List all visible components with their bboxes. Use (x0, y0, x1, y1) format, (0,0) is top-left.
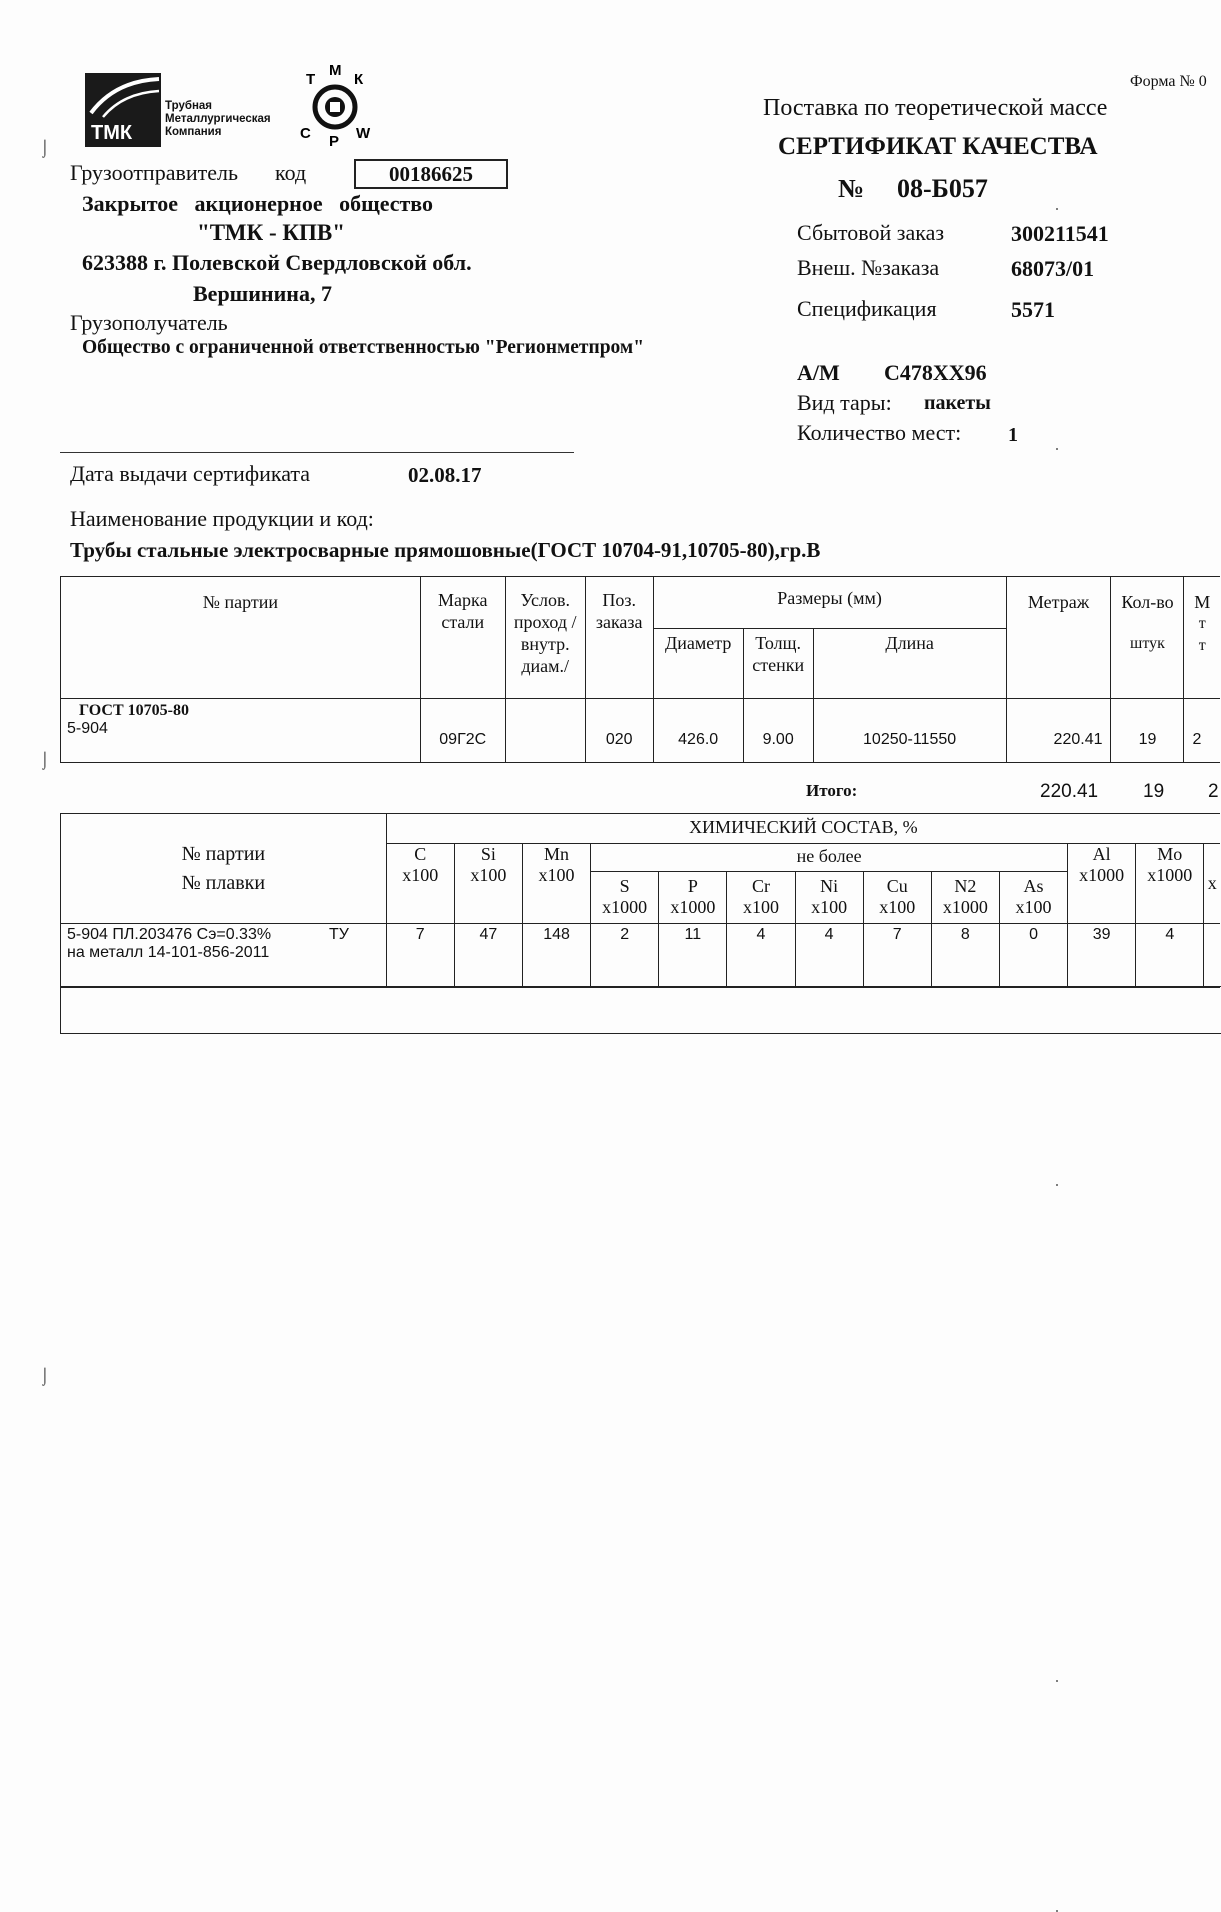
element-cu-header (863, 872, 931, 924)
batch-header: № партии (181, 842, 266, 865)
issue-date: 02.08.17 (408, 463, 482, 487)
element-value-empty (1204, 924, 1220, 988)
element-unit: x1000 (1147, 865, 1193, 885)
scan-mark: ⌡ (40, 752, 50, 769)
element-mo-header (1136, 844, 1204, 924)
element-name: N2 (954, 876, 977, 896)
seal-letter: К (354, 71, 364, 88)
mass-header-label: М (1194, 592, 1211, 612)
consignee-name: Общество с ограниченной ответственностью "Регионметпром" (82, 337, 645, 358)
element-value: 7 (863, 924, 931, 988)
logo-company-name (165, 100, 271, 139)
position-value: 020 (585, 699, 653, 763)
element-s-header (591, 872, 659, 924)
steel-header: Марка стали (420, 577, 505, 699)
element-name: C (414, 844, 427, 864)
melt-info: 5-904 ПЛ.203476 Сэ=0.33% (67, 926, 272, 943)
places-label: Количество мест: (797, 420, 962, 445)
logo-line: Компания (165, 126, 222, 138)
element-p-header (659, 872, 727, 924)
element-mn-header (522, 844, 590, 924)
seal-letter: Т (306, 71, 316, 88)
total-label: Итого: (806, 781, 858, 800)
position-header: Поз. заказа (585, 577, 653, 699)
mass-value: 2 (1184, 699, 1220, 763)
scan-speck (1056, 1184, 1058, 1186)
scan-mark: ⌡ (40, 140, 50, 157)
element-unit: x100 (1015, 897, 1052, 917)
product-name: Трубы стальные электросварные прямошовные(ГОСТ 10704-91,10705-80),гр.В (70, 538, 821, 562)
element-name: Si (480, 844, 496, 864)
scan-speck (1056, 1680, 1058, 1682)
diameter-value: 426.0 (653, 699, 743, 763)
sales-order-value: 300211541 (1011, 221, 1109, 246)
element-si-header (454, 844, 522, 924)
tmk-logo (85, 73, 161, 147)
melt-tu: ТУ (329, 926, 349, 943)
batch-melt-header (61, 814, 387, 924)
logo-emblem-text: ТМК (91, 122, 133, 144)
sizes-header: Размеры (мм) (653, 577, 1006, 629)
element-as-header (999, 872, 1067, 924)
product-table (60, 576, 1220, 763)
element-value: 4 (1136, 924, 1204, 988)
element-unit: x100 (402, 865, 439, 885)
element-name: As (1023, 876, 1044, 896)
element-value: 39 (1068, 924, 1136, 988)
spec-label: Спецификация (797, 296, 937, 321)
element-unit: x1000 (1079, 865, 1125, 885)
logo-line: Металлургическая (165, 113, 271, 125)
shipper-code: 00186625 (354, 159, 508, 189)
seal-letter: W (356, 125, 371, 142)
scan-speck (1056, 208, 1058, 210)
certificate-number: 08-Б057 (897, 174, 988, 203)
element-value: 47 (454, 924, 522, 988)
consignee-label: Грузополучатель (70, 310, 228, 335)
logo-line: Трубная (165, 100, 213, 112)
wall-header: Толщ. стенки (743, 629, 813, 699)
issue-date-label: Дата выдачи сертификата (70, 461, 311, 486)
element-unit: x100 (538, 865, 575, 885)
element-unit: x100 (879, 897, 916, 917)
element-cr-header (727, 872, 795, 924)
shipper-code-label: код (275, 160, 307, 185)
places-value: 1 (1008, 424, 1018, 446)
package-value: пакеты (924, 392, 991, 414)
steel-value: 09Г2С (420, 699, 505, 763)
element-unit: x1000 (942, 897, 988, 917)
element-ni-header (795, 872, 863, 924)
chemical-title: ХИМИЧЕСКИЙ СОСТАВ, % (386, 814, 1220, 844)
element-value: 0 (999, 924, 1067, 988)
mass-header (1184, 577, 1220, 699)
shipper-label: Грузоотправитель (70, 160, 239, 185)
melt-line (67, 926, 380, 944)
element-name: Mn (544, 844, 570, 864)
nominal-header: Услов. проход /внутр. диам./ (505, 577, 585, 699)
notes-box (60, 986, 1221, 1034)
element-unit: x100 (811, 897, 848, 917)
scan-speck (1056, 448, 1058, 450)
ext-order-label: Внеш. №заказа (797, 255, 940, 280)
element-name: Cr (751, 876, 770, 896)
melt-tu-number: на металл 14-101-856-2011 (67, 944, 270, 961)
element-unit: x100 (742, 897, 779, 917)
tmk-kpw-seal-icon (292, 62, 378, 148)
melt-header: № плавки (181, 871, 266, 894)
element-name: Mo (1157, 844, 1183, 864)
certificate-number-label: № (838, 174, 865, 203)
package-label: Вид тары: (797, 390, 892, 415)
seal-letter: М (329, 62, 342, 79)
vehicle-value: С478ХХ96 (884, 360, 987, 385)
element-name: Al (1092, 844, 1111, 864)
spec-value: 5571 (1011, 297, 1055, 322)
shipper-name: Закрытое акционерное общество (82, 191, 434, 216)
count-header-label: Кол-во (1121, 592, 1174, 612)
scan-mark: ⌡ (40, 1368, 50, 1385)
element-value: 2 (591, 924, 659, 988)
vehicle-label: А/М (797, 360, 840, 385)
length-header: Длина (813, 629, 1006, 699)
batch-value: 5-904 (67, 720, 108, 737)
chemical-composition-table (60, 813, 1220, 988)
element-name: Cu (886, 876, 908, 896)
wall-value: 9.00 (743, 699, 813, 763)
element-value: 8 (931, 924, 999, 988)
element-n2-header (931, 872, 999, 924)
element-name: Ni (820, 876, 839, 896)
mass-sub-label: т (1198, 637, 1206, 654)
meters-header: Метраж (1006, 577, 1111, 699)
element-value: 7 (386, 924, 454, 988)
nominal-value (505, 699, 585, 763)
element-value: 148 (522, 924, 590, 988)
shipper-address: 623388 г. Полевской Свердловской обл. (82, 250, 472, 275)
form-label: Форма № 0 (1130, 73, 1207, 90)
count-value: 19 (1111, 699, 1184, 763)
count-unit-label: штук (1130, 635, 1165, 652)
certificate-title: СЕРТИФИКАТ КАЧЕСТВА (778, 133, 1098, 160)
length-value: 10250-11550 (813, 699, 1006, 763)
shipper-street: Вершинина, 7 (193, 281, 332, 306)
diameter-header: Диаметр (653, 629, 743, 699)
batch-header: № партии (61, 577, 421, 699)
element-value: 11 (659, 924, 727, 988)
element-name: S (619, 876, 630, 896)
ext-order-value: 68073/01 (1011, 256, 1095, 281)
count-header (1111, 577, 1184, 699)
divider-line (60, 452, 574, 453)
element-unit: x1000 (670, 897, 716, 917)
not-more-header: не более (591, 844, 1068, 872)
element-unit: x100 (470, 865, 507, 885)
melt-cell (61, 924, 387, 988)
mass-sub-label: т (1198, 615, 1206, 632)
meters-value: 220.41 (1006, 699, 1111, 763)
product-label: Наименование продукции и код: (70, 506, 374, 531)
element-value: 4 (727, 924, 795, 988)
seal-letter: Р (329, 133, 340, 150)
shipper-short-name: "ТМК - КПВ" (197, 220, 346, 245)
sales-order-label: Сбытовой заказ (797, 220, 945, 245)
element-al-header (1068, 844, 1136, 924)
element-value: 4 (795, 924, 863, 988)
total-meters: 220.41 (1040, 781, 1099, 802)
batch-cell (61, 699, 421, 763)
tmk-arc-icon (85, 73, 161, 147)
standard-value: ГОСТ 10705-80 (79, 702, 189, 719)
seal-letter: С (300, 125, 311, 142)
total-count: 19 (1143, 781, 1165, 802)
extra-element-header: х (1204, 844, 1220, 924)
element-name: P (687, 876, 698, 896)
element-c-header (386, 844, 454, 924)
element-unit: x1000 (602, 897, 648, 917)
total-mass: 2 (1208, 781, 1219, 802)
delivery-note: Поставка по теоретической массе (763, 95, 1108, 121)
